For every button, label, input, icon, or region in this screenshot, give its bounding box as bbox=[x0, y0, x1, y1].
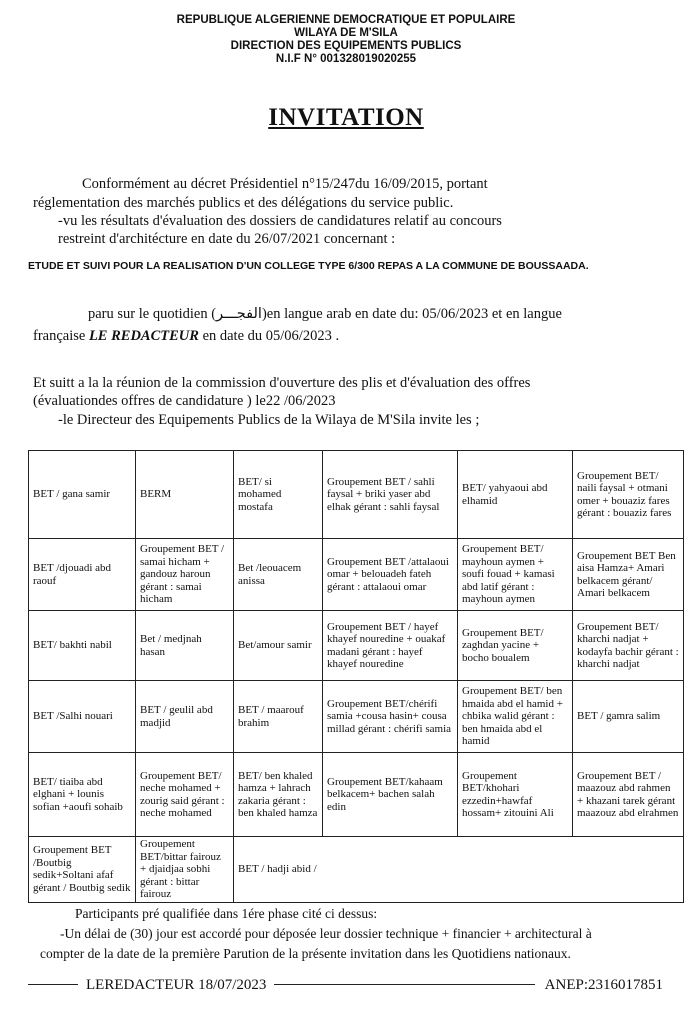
table-cell: Groupement BET /Boutbig sedik+Soltani afaf gérant / Boutbig sedik bbox=[29, 837, 136, 903]
project-title: ETUDE ET SUIVI POUR LA REALISATION D'UN COLLEGE TYPE 6/300 REPAS A LA COMMUNE DE BOUSSAADA. bbox=[28, 260, 589, 272]
footer-rule-middle bbox=[274, 984, 534, 985]
table-cell: BET /djouadi abd raouf bbox=[29, 539, 136, 611]
table-cell: Groupement BET /attalaoui omar + belouadeh fateh gérant : attalaoui omar bbox=[323, 539, 458, 611]
table-cell: BET / gana samir bbox=[29, 451, 136, 539]
table-cell: BET / maarouf brahim bbox=[234, 681, 323, 753]
table-row bbox=[29, 837, 684, 903]
table-and-closing bbox=[28, 450, 683, 994]
table-cell: Bet /leouacem anissa bbox=[234, 539, 323, 611]
table-cell: Groupement BET / samai hicham + gandouz haroun gérant : samai hicham bbox=[136, 539, 234, 611]
table-cell: Groupement BET/bittar fairouz + djaidjaa sobhi gérant : bittar fairouz bbox=[136, 837, 234, 903]
document-title: INVITATION bbox=[268, 104, 424, 131]
table-cell: BET/ ben khaled hamza + lahrach zakaria gérant : ben khaled hamza bbox=[234, 753, 323, 837]
table-cell: Bet / medjnah hasan bbox=[136, 611, 234, 681]
participants-table bbox=[28, 450, 684, 903]
text: )en langue arab en date du: 05/06/2023 et en langue bbox=[261, 306, 562, 322]
table-cell: BET / geulil abd madjid bbox=[136, 681, 234, 753]
body-paragraph-1b: réglementation des marchés publics et des délégations du service public. bbox=[33, 195, 454, 211]
text: en date du 05/06/2023 . bbox=[198, 328, 340, 344]
table-row bbox=[29, 681, 684, 753]
text: française bbox=[33, 328, 89, 344]
header-wilaya: WILAYA DE M'SILA bbox=[294, 27, 398, 39]
table-cell: BET/ bakhti nabil bbox=[29, 611, 136, 681]
text: paru sur le quotidien ( bbox=[88, 306, 217, 322]
body-paragraph-4b: (évaluationdes offres de candidature ) le22 /06/2023 bbox=[33, 393, 336, 409]
footer-rule-left bbox=[28, 984, 78, 985]
body-paragraph-2b: restreint d'architécture en date du 26/07/2021 concernant : bbox=[58, 231, 396, 247]
table-cell: Groupement BET/ kharchi nadjat + kodayfa bachir gérant : kharchi nadjat bbox=[573, 611, 684, 681]
footer bbox=[28, 976, 683, 994]
table-cell: Groupement BET/ ben hmaida abd el hamid + chbika walid gérant : ben hmaida abd el hamid bbox=[458, 681, 573, 753]
table-cell: BET / hadji abid / bbox=[234, 837, 684, 903]
after-line-2: -Un délai de (30) jour est accordé pour déposée leur dossier technique + financier + architectural à bbox=[60, 925, 592, 941]
table-cell: BET / gamra salim bbox=[573, 681, 684, 753]
body-paragraph-4c: -le Directeur des Equipements Publics de la Wilaya de M'Sila invite les ; bbox=[58, 412, 480, 428]
table-cell: Groupement BET/ zaghdan yacine + bocho boualem bbox=[458, 611, 573, 681]
newspaper-name: LE REDACTEUR bbox=[88, 328, 199, 344]
header-republic: REPUBLIQUE ALGERIENNE DEMOCRATIQUE ET POPULAIRE bbox=[176, 14, 516, 26]
after-line-1: Participants pré qualifiée dans 1ére phase cité ci dessus: bbox=[75, 905, 378, 921]
footer-anep: ANEP:2316017851 bbox=[544, 976, 663, 993]
table-row bbox=[29, 611, 684, 681]
table-row bbox=[29, 451, 684, 539]
table-row bbox=[29, 539, 684, 611]
table-cell: Groupement BET/ mayhoun aymen + soufi fouad + kamasi abd latif gérant : mayhoun aymen bbox=[458, 539, 573, 611]
table-cell: BET/ si mohamed mostafa bbox=[234, 451, 323, 539]
table-cell: Groupement BET / hayef khayef nouredine + ouakaf madani gérant : hayef khayef nouredine bbox=[323, 611, 458, 681]
table-cell: Groupement BET/kahaam belkacem+ bachen salah edin bbox=[323, 753, 458, 837]
header-direction: DIRECTION DES EQUIPEMENTS PUBLICS bbox=[230, 40, 462, 52]
table-cell: Groupement BET / sahli faysal + briki yaser abd elhak gérant : sahli faysal bbox=[323, 451, 458, 539]
body-paragraph-2a: -vu les résultats d'évaluation des dossiers de candidatures relatif au concours bbox=[58, 213, 502, 229]
arabic-newspaper-name: الفجـــر bbox=[216, 306, 262, 322]
table-cell: Groupement BET/khohari ezzedin+hawfaf hossam+ zitouini Ali bbox=[458, 753, 573, 837]
header-nif: N.I.F N° 001328019020255 bbox=[275, 53, 417, 65]
table-cell: Groupement BET/chérifi samia +cousa hasin+ cousa millad gérant : chérifi samia bbox=[323, 681, 458, 753]
footer-publication: LEREDACTEUR 18/07/2023 bbox=[86, 976, 267, 993]
table-cell: BERM bbox=[136, 451, 234, 539]
table-cell: Groupement BET Ben aisa Hamza+ Amari belkacem gérant/ Amari belkacem bbox=[573, 539, 684, 611]
table-cell: Groupement BET/ naili faysal + otmani omer + bouaziz fares gérant : bouaziz fares bbox=[573, 451, 684, 539]
table-cell: BET /Salhi nouari bbox=[29, 681, 136, 753]
table-row bbox=[29, 753, 684, 837]
table-cell: BET/ tiaiba abd elghani + lounis sofian +aoufi sohaib bbox=[29, 753, 136, 837]
body-paragraph-1a: Conformément au décret Présidentiel n°15/247du 16/09/2015, portant bbox=[82, 176, 488, 192]
after-line-3: compter de la date de la première Parution de la présente invitation dans les Quotidiens nationaux. bbox=[40, 945, 571, 961]
table-cell: Groupement BET / maazouz abd rahmen + khazani tarek gérant maazouz abd elrahmen bbox=[573, 753, 684, 837]
table-cell: Bet/amour samir bbox=[234, 611, 323, 681]
table-cell: Groupement BET/ neche mohamed + zourig said gérant : neche mohamed bbox=[136, 753, 234, 837]
body-paragraph-3a bbox=[88, 306, 562, 322]
table-cell: BET/ yahyaoui abd elhamid bbox=[458, 451, 573, 539]
body-paragraph-3b bbox=[33, 328, 339, 344]
body-paragraph-4a: Et suitt a la la réunion de la commission d'ouverture des plis et d'évaluation des offres bbox=[33, 375, 531, 391]
